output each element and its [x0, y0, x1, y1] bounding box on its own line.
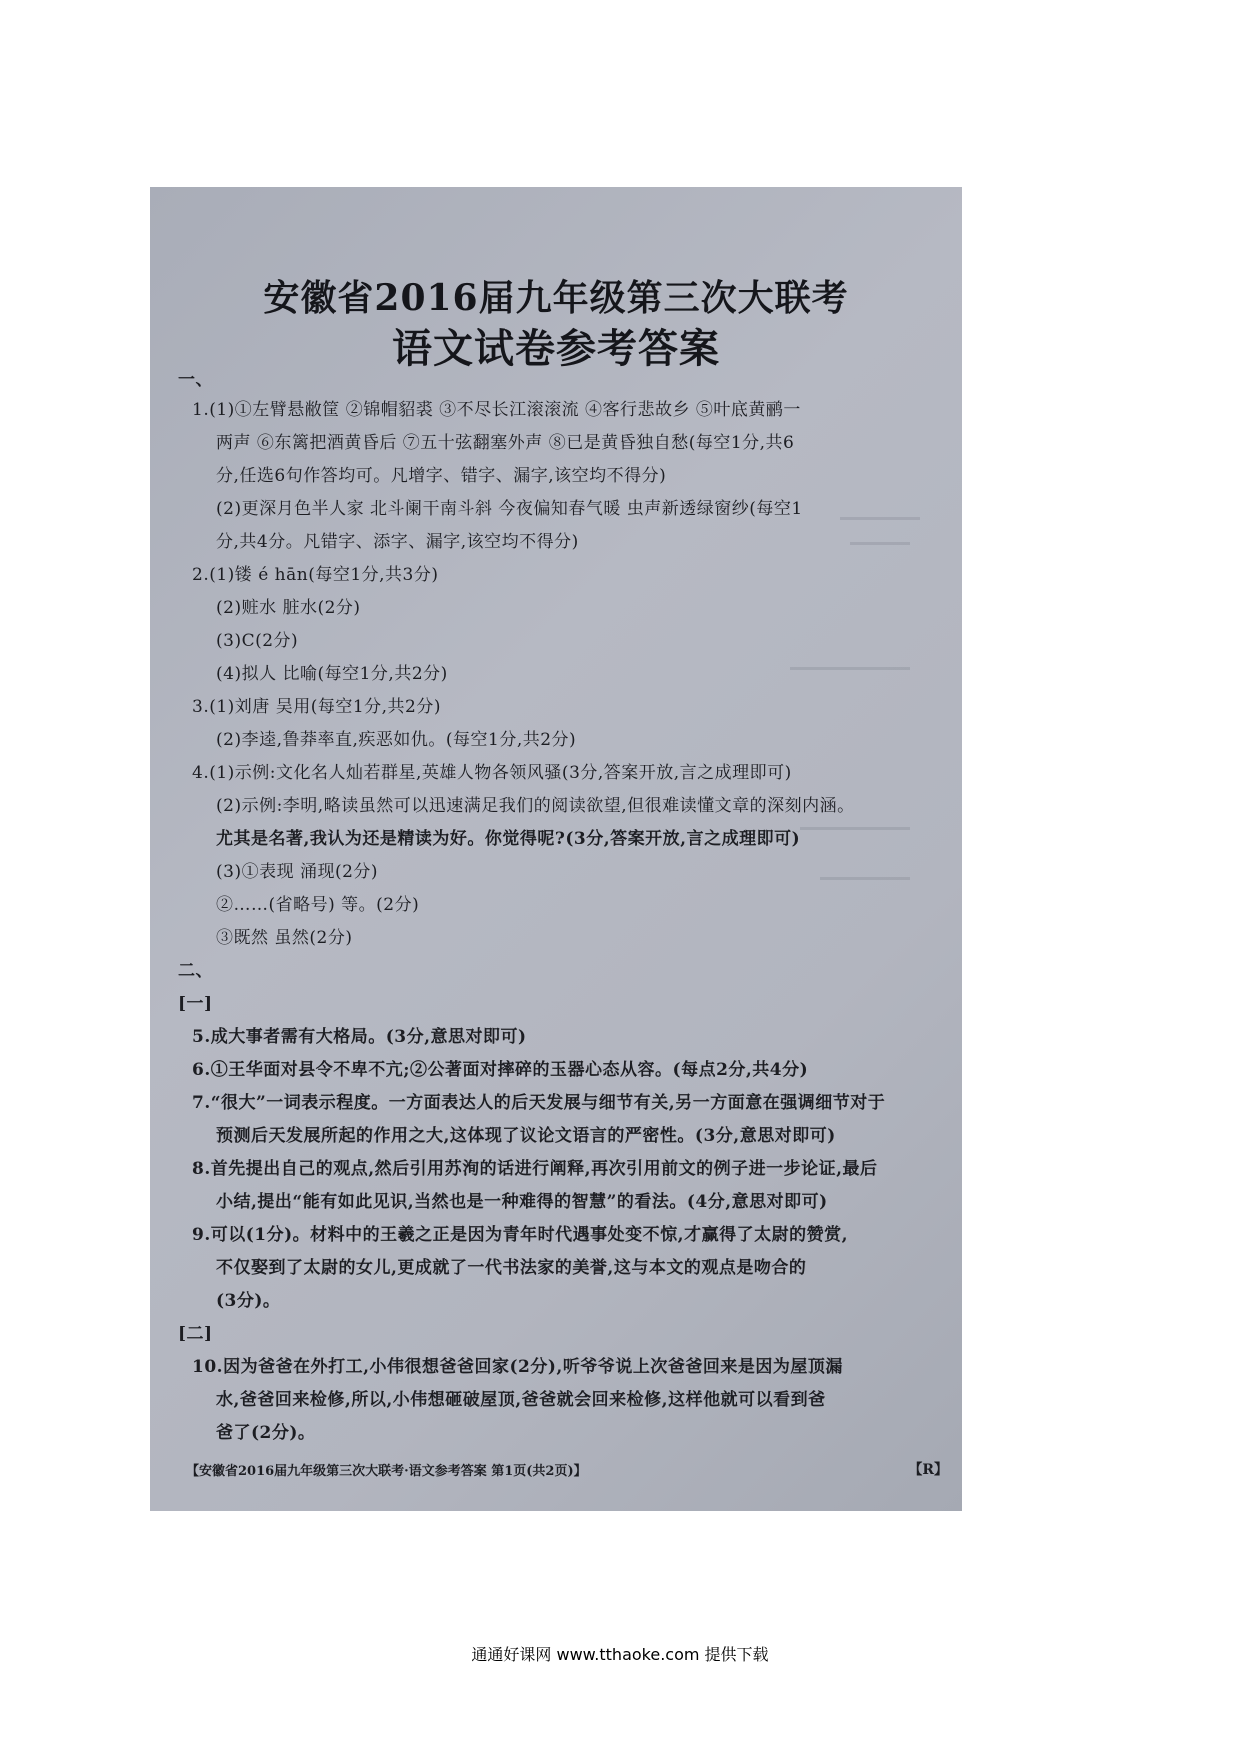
answer-line: 10.因为爸爸在外打工,小伟很想爸爸回家(2分),听爷爷说上次爸爸回来是因为屋顶漏 [192, 1357, 843, 1377]
answer-line: 两声 ⑥东篱把酒黄昏后 ⑦五十弦翻塞外声 ⑧已是黄昏独自愁(每空1分,共6 [216, 433, 795, 453]
download-credit: 通通好课网 www.tthaoke.com 提供下载 [471, 1645, 769, 1664]
answer-line: 尤其是名著,我认为还是精读为好。你觉得呢?(3分,答案开放,言之成理即可) [216, 829, 801, 849]
answer-line: 分,共4分。凡错字、添字、漏字,该空均不得分) [216, 532, 579, 552]
answer-line: (2)李逵,鲁莽率直,疾恶如仇。(每空1分,共2分) [216, 730, 577, 750]
answer-line: 9.可以(1分)。材料中的王羲之正是因为青年时代遇事处变不惊,才赢得了太尉的赞赏, [192, 1225, 848, 1245]
answer-line: 水,爸爸回来检修,所以,小伟想砸破屋顶,爸爸就会回来检修,这样他就可以看到爸 [216, 1390, 826, 1410]
answer-line: (3)C(2分) [216, 631, 299, 651]
document-subtitle: 语文试卷参考答案 [392, 325, 720, 372]
answer-line: 4.(1)示例:文化名人灿若群星,英雄人物各领风骚(3分,答案开放,言之成理即可) [192, 763, 792, 783]
answer-line: 1.(1)①左臂悬敝筐 ②锦帽貂裘 ③不尽长江滚滚流 ④客行悲故乡 ⑤叶底黄鹂一 [192, 400, 801, 420]
answer-line: 分,任选6句作答均可。凡增字、错字、漏字,该空均不得分) [216, 466, 667, 486]
answer-line: 7.“很大”一词表示程度。一方面表达人的后天发展与细节有关,另一方面意在强调细节对于 [192, 1093, 886, 1113]
section-heading-2: 二、 [178, 961, 213, 981]
scanned-answer-sheet [150, 187, 962, 1511]
subsection-heading: [二] [178, 1324, 213, 1344]
footer-mark: 【R】 [908, 1462, 948, 1478]
answer-line: ③既然 虽然(2分) [216, 928, 353, 948]
answer-line: 8.首先提出自己的观点,然后引用苏洵的话进行阐释,再次引用前文的例子进一步论证,最后 [192, 1159, 878, 1179]
section-heading-1: 一、 [178, 370, 213, 390]
document-title: 安徽省2016届九年级第三次大联考 [263, 277, 849, 319]
answer-line: 爸了(2分)。 [216, 1423, 316, 1443]
answer-line: (3分)。 [216, 1291, 281, 1311]
answer-line: (2)更深月色半人家 北斗阑干南斗斜 今夜偏知春气暖 虫声新透绿窗纱(每空1 [216, 499, 803, 519]
answer-line: 不仅娶到了太尉的女儿,更成就了一代书法家的美誉,这与本文的观点是吻合的 [216, 1258, 807, 1278]
answer-line: 2.(1)镂 é hān(每空1分,共3分) [192, 565, 439, 585]
answer-line: 6.①王华面对县令不卑不亢;②公著面对摔碎的玉器心态从容。(每点2分,共4分) [192, 1060, 809, 1080]
answer-line: (2)示例:李明,略读虽然可以迅速满足我们的阅读欲望,但很难读懂文章的深刻内涵。 [216, 796, 855, 816]
answer-line: 预测后天发展所起的作用之大,这体现了议论文语言的严密性。(3分,意思对即可) [216, 1126, 836, 1146]
answer-line: ②……(省略号) 等。(2分) [216, 895, 420, 915]
answer-line: (4)拟人 比喻(每空1分,共2分) [216, 664, 448, 684]
answer-line: 小结,提出“能有如此见识,当然也是一种难得的智慧”的看法。(4分,意思对即可) [216, 1192, 828, 1212]
answer-line: (3)①表现 涌现(2分) [216, 862, 379, 882]
answer-line: 3.(1)刘唐 吴用(每空1分,共2分) [192, 697, 442, 717]
answer-line: 5.成大事者需有大格局。(3分,意思对即可) [192, 1027, 527, 1047]
subsection-heading: [一] [178, 994, 213, 1014]
page-footer: 【安徽省2016届九年级第三次大联考·语文参考答案 第1页(共2页)】 [186, 1464, 587, 1479]
answer-line: (2)赃水 脏水(2分) [216, 598, 361, 618]
